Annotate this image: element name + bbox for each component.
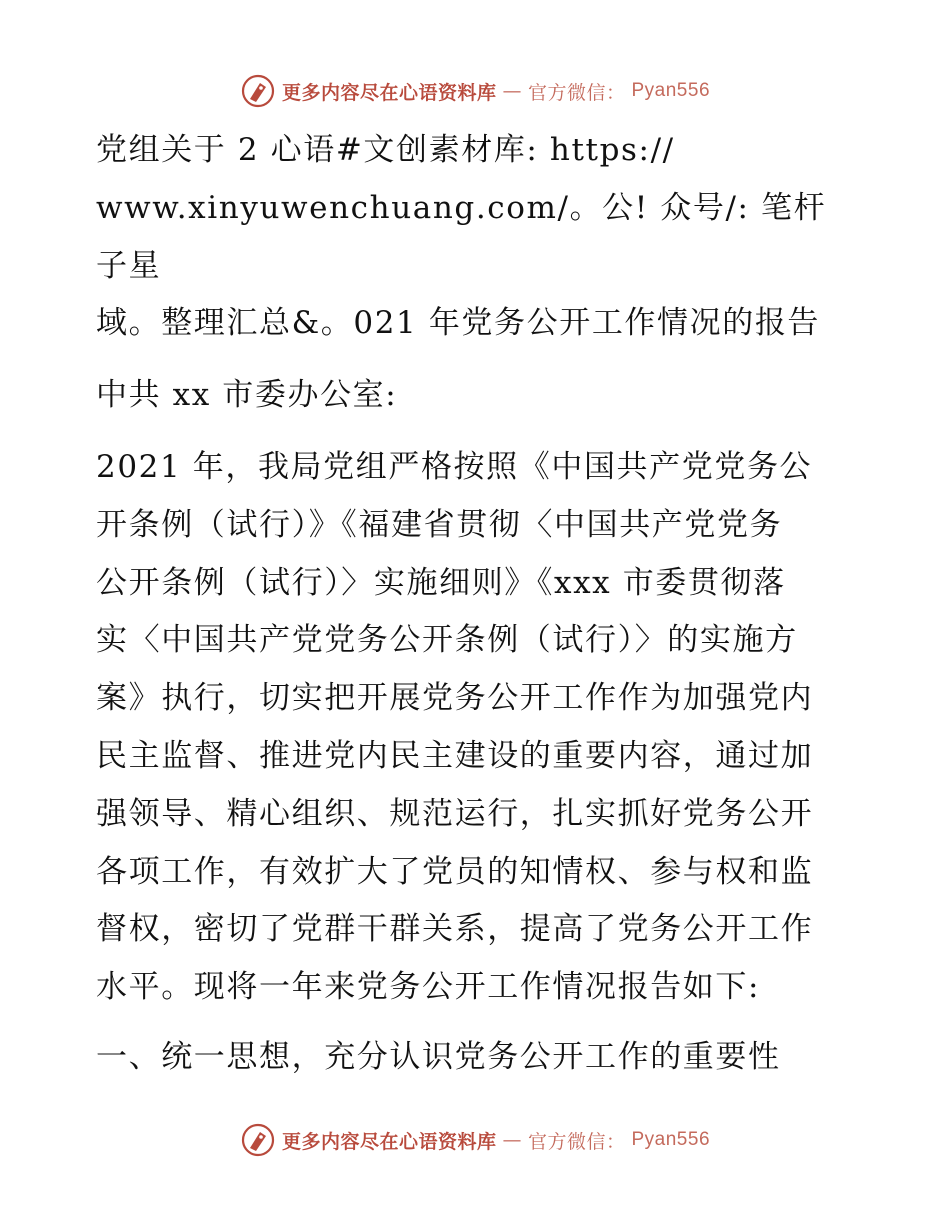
document-title: 党组关于 2 心语#文创素材库: https:// www.xinyuwenchuang.com/。公! 众号/: 笔杆子星 域。整理汇总&。021 年党务公开工作情况的报告 bbox=[96, 132, 827, 342]
watermark-sub-text: 官方微信： bbox=[527, 1130, 626, 1153]
section-heading: 一、统一思想，充分认识党务公开工作的重要性 bbox=[96, 1038, 781, 1075]
watermark-wechat-id: Pyan556 bbox=[631, 80, 711, 101]
watermark-wechat-id: Pyan556 bbox=[631, 1129, 711, 1150]
addressee-line: 中共 xx 市委办公室: bbox=[96, 377, 398, 414]
watermark-separator: — bbox=[502, 1129, 522, 1151]
document-body bbox=[96, 122, 856, 1087]
watermark-footer bbox=[0, 1120, 950, 1160]
watermark-main-text: 更多内容尽在心语资料库 bbox=[281, 1130, 497, 1153]
body-paragraph: 2021 年，我局党组严格按照《中国共产党党务公 开条例（试行）》《福建省贯彻〈中国共产党党务 公开条例（试行）〉实施细则》《xxx 市委贯彻落 实〈中国共产党党务公开条例（试行）〉的实施方 案》执行，切实把开展党务公开工作作为加强党内 民主监督、推进党内民主建设的重要内容，通过加 强领导、精心组织、规范运行，扎实抓好党务公开 各项工作，有效扩大了党员的知情权、参与权和监 督权，密切了党群干群关系，提高了党务公开工作 水平。现将一年来党务公开工作情况报告如下: bbox=[96, 448, 814, 1006]
watermark-header bbox=[0, 71, 950, 111]
pen-nib-circle-logo-icon bbox=[240, 1122, 276, 1158]
watermark-main-text: 更多内容尽在心语资料库 bbox=[281, 81, 497, 104]
pen-nib-circle-logo-icon bbox=[240, 73, 276, 109]
watermark-sub-text: 官方微信： bbox=[527, 81, 626, 104]
watermark-separator: — bbox=[502, 80, 522, 102]
